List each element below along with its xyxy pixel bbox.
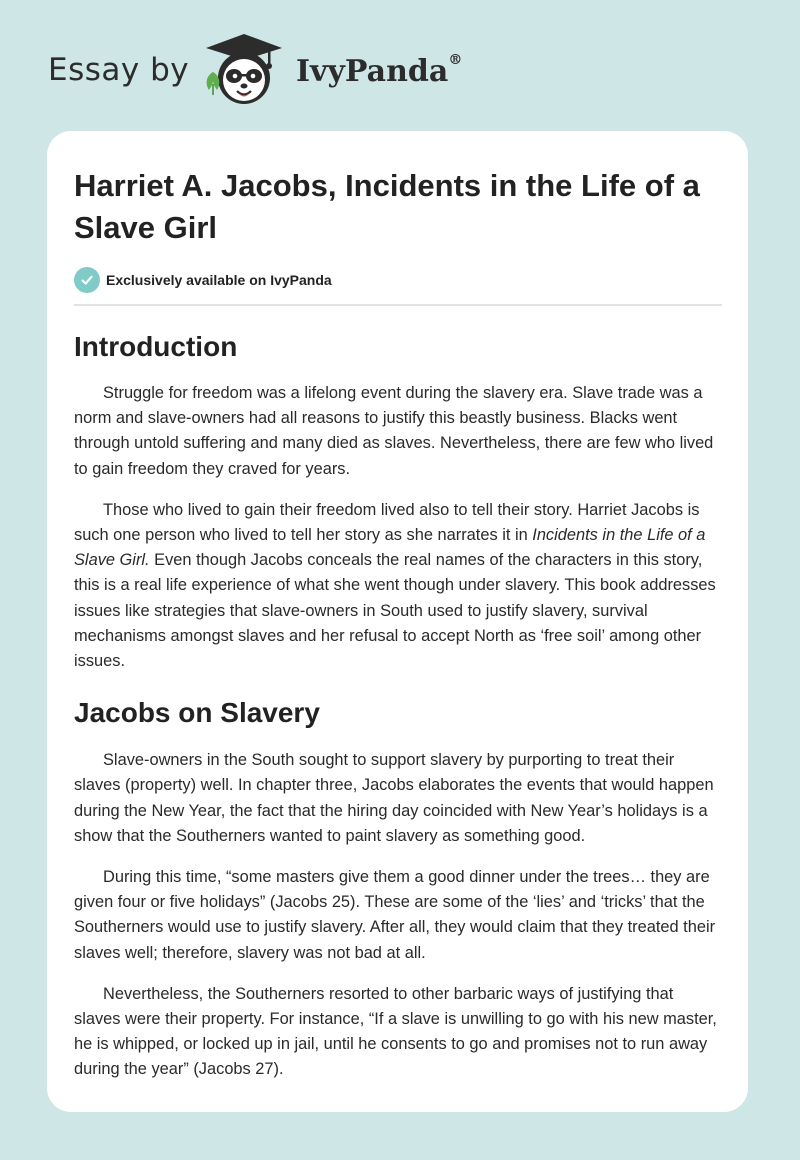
check-icon [74,267,100,293]
paragraph: Nevertheless, the Southerners resorted to other barbaric ways of justifying that slaves were their property. For instance, “If a slave is unwilling to go with his new master, he is whipped, or locked up in jail, until he consents to go and promises not to run away during the year” (Jacobs 27). [74,984,717,1079]
paragraph: During this time, “some masters give them a good dinner under the trees… they are given four or five holidays” (Jacobs 25). These are some of the ‘lies’ and ‘tricks’ that the Southerners would use to justify slavery. After all, they would claim that they treated their slaves well; therefore, slavery was not bad at all. [74,868,716,962]
divider [74,304,722,306]
paragraph: Slave-owners in the South sought to support slavery by purporting to treat their slaves (property) well. In chapter three, Jacobs elaborates the events that would happen during the New Year, the fact that the hiring day coincided with New Year’s holidays is a show that the Southerners wanted to paint slavery as something good. [74,751,714,845]
paragraph: Struggle for freedom was a lifelong event during the slavery era. Slave trade was a norm and slave-owners had all reasons to justify this beastly business. Blacks went through untold suffering and many died as slaves. Nevertheless, there are few who lived to gain freedom they craved for years. [74,384,714,478]
brand-prefix: Essay by [48,52,190,88]
book-title-italic: Incidents in the Life of a Slave Girl. [74,526,706,570]
essay-card [47,131,748,1112]
section-heading-jacobs-on-slavery: Jacobs on Slavery [74,697,320,729]
section-heading-introduction: Introduction [74,331,238,362]
exclusive-badge [74,267,722,293]
site-header [0,0,800,130]
leaf-icon [203,70,223,96]
page-title: Harriet A. Jacobs, Incidents in the Life of a Slave Girl [74,168,700,245]
exclusive-label: Exclusively available on IvyPanda [106,272,332,288]
paragraph: Those who lived to gain their freedom lived also to tell their story. Harriet Jacobs is such one person who lived to tell her story as she narrates it in Incidents in the Life of a Slave Girl. Even though Jacobs conceals the real names of the characters in this story, this is a real life experience of what she went though under slavery. This book addresses issues like strategies that slave-owners in South used to justify slavery, survival mechanisms amongst slaves and her refusal to accept North as ‘free soil’ among other issues. [74,500,716,671]
brand-name[interactable]: IvyPanda® [296,52,463,89]
